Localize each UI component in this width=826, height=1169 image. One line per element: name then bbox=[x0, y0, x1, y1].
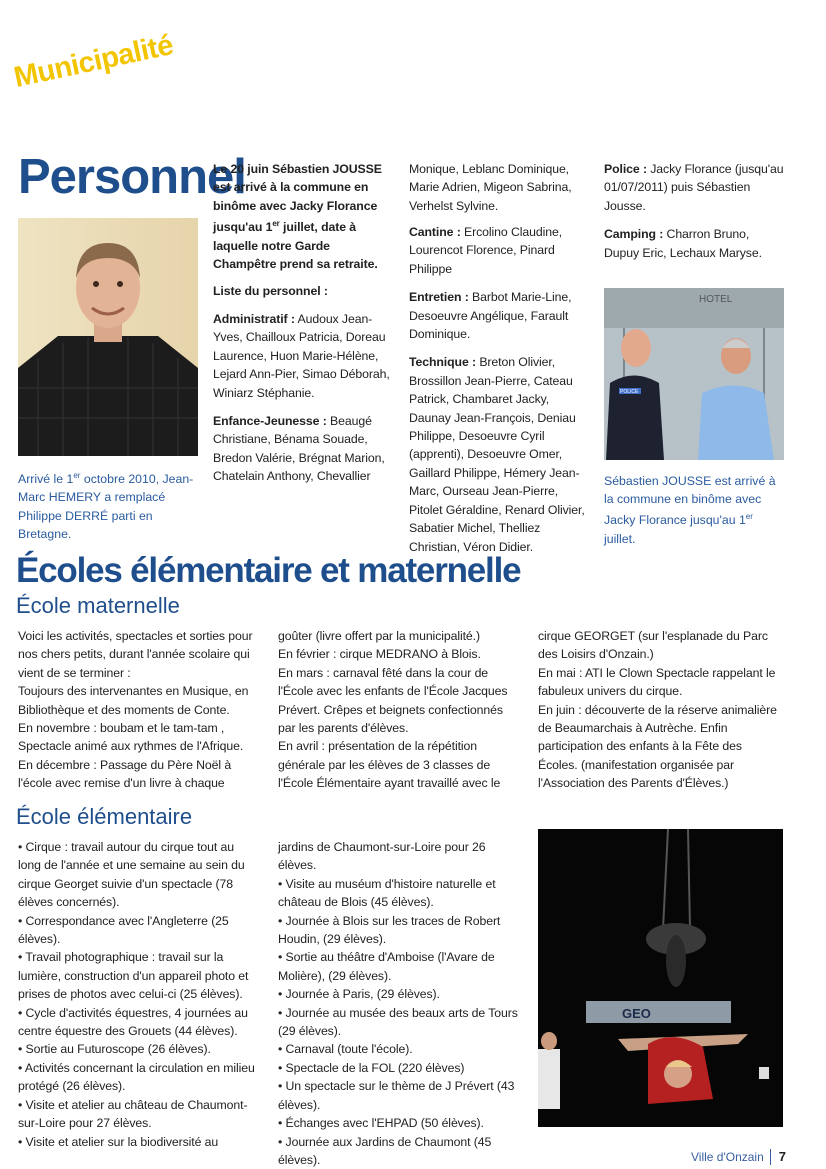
maternelle-line: Voici les activités, spectacles et sorties pour nos chers petits, durant l'année scolaire qui vient de se terminer : bbox=[18, 629, 253, 680]
elementaire-item: • Échanges avec l'EHPAD (50 élèves). bbox=[278, 1114, 522, 1132]
elementaire-item: • Travail photographique : travail sur la lumière, construction d'un appareil photo et prises de photos avec celui-ci (25 élèves). bbox=[18, 948, 258, 1003]
footer-divider bbox=[770, 1149, 771, 1165]
elementaire-item: • Journée à Paris, (29 élèves). bbox=[278, 985, 522, 1003]
page-footer bbox=[691, 1149, 786, 1165]
circus-sign: GEO bbox=[622, 1006, 651, 1021]
personnel-list-heading: Liste du personnel : bbox=[213, 283, 328, 298]
maternelle-column-3 bbox=[538, 627, 782, 793]
circus-image bbox=[538, 829, 783, 1127]
personnel-group-enfance: Enfance-Jeunesse : Beaugé Christiane, Bénama Souade, Bredon Valérie, Brégnat Marion, Chatelain Anthony, Chevallier bbox=[213, 413, 385, 484]
portrait-image bbox=[18, 218, 198, 456]
personnel-column-2 bbox=[409, 160, 591, 566]
elementaire-item: • Activités concernant la circulation en milieu protégé (26 élèves). bbox=[18, 1059, 258, 1096]
elementaire-item: • Cycle d'activités équestres, 4 journées au centre équestre des Grouets (44 élèves). bbox=[18, 1004, 258, 1041]
photo-cirque bbox=[538, 829, 783, 1127]
personnel-column-1: Le 20 juin Sébastien JOUSSE est arrivé à la commune en binôme avec Jacky Florance jusqu'au 1er juillet, date à laquelle notre Garde Champêtre prend sa retraite. Liste du personnel : Administratif : Audoux Jean-Yves, Chailloux Patricia, Doreau Laurence, Huon Marie-Hélène, Lejard Ann-Pier, Simao Déborah, Winiarz Stéphanie. Enfance-Jeunesse : Beaugé Christiane, Bénama Souade, Bredon Valérie, Brégnat Marion, Chatelain Anthony, Chevallier bbox=[213, 160, 395, 496]
personnel-group-technique: Technique : Breton Olivier, Brossillon Jean-Pierre, Cateau Patrick, Chambaret Jacky, Daunay Jean-François, Deniau Philippe, Desoeuvre Cyril (apprenti), Desoeuvre Omer, Gaillard Philippe, Hémery Jean-Marc, Ourseau Jean-Pierre, Pitolet Géraldine, Renard Olivier, Sabatier Michel, Thelliez Christian, Véron Didier. bbox=[409, 355, 585, 554]
elementaire-item: • Cirque : travail autour du cirque tout au long de l'année et une semaine au sein du cirque Georget suivie d'un spectacle (78 élèves concernés). bbox=[18, 838, 258, 912]
maternelle-line-continued: cirque GEORGET (sur l'esplanade du Parc des Loisirs d'Onzain.) bbox=[538, 629, 768, 662]
personnel-group-camping: Camping : Charron Bruno, Dupuy Eric, Lechaux Maryse. bbox=[604, 227, 762, 260]
section-kicker: Municipalité bbox=[11, 29, 176, 95]
maternelle-line: En juin : découverte de la réserve animalière de Beaumarchais à Autrèche. Enfin participation des enfants à la Fête des Écoles. (manifestation organisée par l'Association des Parents d'Élèves.) bbox=[538, 702, 777, 791]
page-title: Personnel bbox=[18, 150, 246, 204]
maternelle-line-continued: goûter (livre offert par la municipalité.) bbox=[278, 629, 480, 643]
maternelle-column-2 bbox=[278, 627, 520, 792]
maternelle-line: En mai : ATI le Clown Spectacle rappelant le fabuleux univers du cirque. bbox=[538, 665, 776, 699]
elementaire-item: • Un spectacle sur le thème de J Prévert (43 élèves). bbox=[278, 1077, 522, 1114]
elementaire-item: • Visite au muséum d'histoire naturelle et château de Blois (45 élèves). bbox=[278, 875, 522, 912]
photo-jousse-florance bbox=[604, 288, 784, 460]
personnel-group-entretien: Entretien : Barbot Marie-Line, Desoeuvre Angélique, Farault Dominique. bbox=[409, 290, 572, 342]
elementaire-item: • Correspondance avec l'Angleterre (25 élèves). bbox=[18, 912, 258, 949]
maternelle-line: Toujours des intervenantes en Musique, en Bibliothèque et des moments de Conte. bbox=[18, 684, 249, 717]
maternelle-column-1 bbox=[18, 627, 256, 793]
elementaire-item: • Spectacle de la FOL (220 élèves) bbox=[278, 1059, 522, 1077]
elementaire-column-1 bbox=[18, 838, 258, 1151]
personnel-group-enfance-continued: Monique, Leblanc Dominique, Marie Adrien, Migeon Sabrina, Verhelst Sylvine. bbox=[409, 162, 572, 213]
elementaire-item: • Journée à Blois sur les traces de Robert Houdin, (29 élèves). bbox=[278, 912, 522, 949]
elementaire-item: • Journée au musée des beaux arts de Tours (29 élèves). bbox=[278, 1004, 522, 1041]
caption-left: Arrivé le 1er octobre 2010, Jean-Marc HEMERY a remplacé Philippe DERRÉ parti en Bretagne. bbox=[18, 471, 194, 541]
caption-right: Sébastien JOUSSE est arrivé à la commune en binôme avec Jacky Florance jusqu'au 1er juillet. bbox=[604, 474, 776, 546]
maternelle-line: En février : cirque MEDRANO à Blois. bbox=[278, 647, 481, 662]
photo-jean-marc-hemery bbox=[18, 218, 198, 456]
svg-text:POLICE: POLICE bbox=[620, 389, 639, 395]
ecoles-title: Écoles élémentaire et maternelle bbox=[16, 551, 521, 590]
maternelle-line: En avril : présentation de la répétition générale par les élèves de 3 classes de l'École Élémentaire ayant travaillé avec le bbox=[278, 739, 501, 791]
personnel-column-3 bbox=[604, 160, 784, 272]
maternelle-title: École maternelle bbox=[16, 593, 180, 618]
elementaire-item: • Visite et atelier sur la biodiversité au bbox=[18, 1133, 258, 1151]
elementaire-column-2 bbox=[278, 838, 522, 1169]
maternelle-line: En décembre : Passage du Père Noël à l'école avec remise d'un livre à chaque bbox=[18, 757, 232, 791]
personnel-intro: Le 20 juin Sébastien JOUSSE est arrivé à la commune en binôme avec Jacky Florance jusqu'au 1 bbox=[213, 162, 382, 235]
police-photo-image bbox=[604, 288, 784, 460]
page-number: 7 bbox=[778, 1149, 786, 1164]
hotel-sign: HOTEL bbox=[699, 294, 733, 305]
elementaire-item-continued: jardins de Chaumont-sur-Loire pour 26 élèves. bbox=[278, 840, 486, 873]
elementaire-item: • Visite et atelier au château de Chaumont-sur-Loire pour 27 élèves. bbox=[18, 1096, 258, 1133]
elementaire-item: • Sortie au Futuroscope (26 élèves). bbox=[18, 1040, 258, 1058]
elementaire-item: • Carnaval (toute l'école). bbox=[278, 1040, 522, 1058]
maternelle-line: En mars : carnaval fêté dans la cour de l'École avec les enfants de l'École Jacques Prévert. Crêpes et beignets confectionnés par les parents d'élèves. bbox=[278, 665, 508, 736]
maternelle-line: En novembre : boubam et le tam-tam , Spectacle animé aux rythmes de l'Afrique. bbox=[18, 721, 244, 754]
personnel-group-cantine: Cantine : Ercolino Claudine, Lourencot Florence, Pinard Philippe bbox=[409, 225, 563, 276]
elementaire-title: École élémentaire bbox=[16, 804, 193, 829]
elementaire-item: • Journée aux Jardins de Chaumont (45 élèves). bbox=[278, 1133, 522, 1169]
personnel-group-administratif: Administratif : Audoux Jean-Yves, Chailloux Patricia, Doreau Laurence, Huon Marie-Hélène, Lejard Ann-Pier, Simao Déborah, Winiarz Stéphanie. bbox=[213, 311, 390, 400]
personnel-group-police: Police : Jacky Florance (jusqu'au 01/07/2011) puis Sébastien Jousse. bbox=[604, 162, 784, 213]
elementaire-item: • Sortie au théâtre d'Amboise (l'Avare de Molière), (29 élèves). bbox=[278, 948, 522, 985]
footer-town: Ville d'Onzain bbox=[690, 1150, 764, 1164]
